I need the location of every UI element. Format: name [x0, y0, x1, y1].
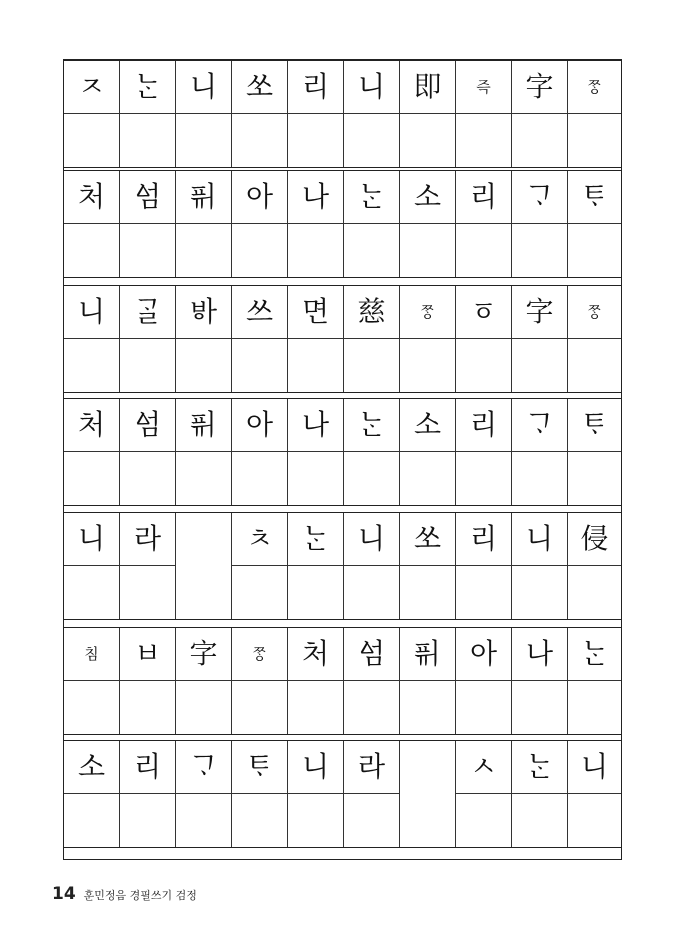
- model-character: ᄍᆞᆼ: [568, 286, 621, 339]
- practice-box[interactable]: [512, 566, 568, 619]
- model-character: 아: [232, 399, 288, 452]
- model-character: 니: [176, 61, 232, 114]
- model-character: 字: [512, 286, 568, 339]
- practice-box[interactable]: [64, 224, 120, 277]
- practice-box[interactable]: [64, 566, 120, 619]
- model-character: ᄐᆞ: [232, 741, 288, 794]
- model-character: ᄐᆞ: [568, 171, 621, 224]
- model-character: ㅊ: [232, 513, 288, 566]
- practice-box[interactable]: [232, 114, 288, 167]
- practice-box[interactable]: [512, 794, 568, 847]
- practice-box[interactable]: [176, 114, 232, 167]
- page-number: 14: [52, 884, 76, 904]
- model-character: 리: [120, 741, 176, 794]
- practice-box[interactable]: [344, 794, 400, 847]
- practice-box[interactable]: [400, 339, 456, 392]
- practice-box[interactable]: [176, 339, 232, 392]
- practice-box[interactable]: [64, 794, 120, 847]
- model-character: 니: [568, 741, 621, 794]
- practice-box[interactable]: [344, 339, 400, 392]
- practice-box[interactable]: [64, 681, 120, 734]
- practice-box[interactable]: [456, 566, 512, 619]
- practice-box[interactable]: [288, 681, 344, 734]
- practice-box[interactable]: [456, 681, 512, 734]
- model-character: ᄂᆞᆫ: [120, 61, 176, 114]
- model-character: ᄂᆞᆫ: [344, 399, 400, 452]
- model-character: 쓰: [232, 286, 288, 339]
- practice-box[interactable]: [64, 339, 120, 392]
- practice-box[interactable]: [120, 794, 176, 847]
- practice-box[interactable]: [568, 224, 621, 277]
- model-character: 니: [344, 513, 400, 566]
- row-block: [64, 740, 621, 848]
- practice-box[interactable]: [64, 114, 120, 167]
- practice-box[interactable]: [400, 566, 456, 619]
- practice-box[interactable]: [232, 452, 288, 505]
- practice-box[interactable]: [512, 452, 568, 505]
- model-character: ㅂ: [120, 628, 176, 681]
- practice-box[interactable]: [568, 681, 621, 734]
- practice-box[interactable]: [344, 452, 400, 505]
- model-character: 리: [456, 399, 512, 452]
- model-character: ᅀᅥᆷ: [120, 399, 176, 452]
- model-character: ᄫᅡ: [176, 286, 232, 339]
- model-character: ᄂᆞᆫ: [288, 513, 344, 566]
- model-character: ᄂᆞᆫ: [568, 628, 621, 681]
- practice-box[interactable]: [512, 681, 568, 734]
- practice-box[interactable]: [400, 224, 456, 277]
- practice-box[interactable]: [288, 452, 344, 505]
- model-character: ᄐᆞ: [568, 399, 621, 452]
- practice-box[interactable]: [568, 794, 621, 847]
- practice-box[interactable]: [176, 681, 232, 734]
- practice-box[interactable]: [568, 114, 621, 167]
- model-character: ᅀᅥᆷ: [120, 171, 176, 224]
- model-character: ᄀᆞ: [176, 741, 232, 794]
- practice-box[interactable]: [456, 339, 512, 392]
- practice-box[interactable]: [288, 114, 344, 167]
- practice-box[interactable]: [512, 114, 568, 167]
- book-title: 훈민정음 경필쓰기 검정: [83, 889, 197, 902]
- practice-box[interactable]: [344, 114, 400, 167]
- model-character: 면: [288, 286, 344, 339]
- row-block: [64, 60, 621, 168]
- model-character: 리: [456, 513, 512, 566]
- model-character: ᅀᅥᆷ: [344, 628, 400, 681]
- practice-box[interactable]: [512, 339, 568, 392]
- model-character: 나: [512, 628, 568, 681]
- blank-cell: [176, 513, 232, 619]
- practice-box[interactable]: [568, 452, 621, 505]
- practice-box[interactable]: [288, 566, 344, 619]
- practice-box[interactable]: [232, 566, 288, 619]
- model-character: 字: [176, 628, 232, 681]
- row-block: [64, 170, 621, 278]
- practice-box[interactable]: [120, 114, 176, 167]
- practice-box[interactable]: [288, 224, 344, 277]
- practice-box[interactable]: [288, 339, 344, 392]
- practice-box[interactable]: [232, 794, 288, 847]
- practice-box[interactable]: [288, 794, 344, 847]
- model-character: ᄍᆞᆼ: [400, 286, 456, 339]
- model-character: ᄀᆞ: [512, 399, 568, 452]
- model-character: ᄀᆞᆯ: [120, 286, 176, 339]
- model-character: 쏘: [400, 513, 456, 566]
- practice-box[interactable]: [64, 452, 120, 505]
- practice-box[interactable]: [232, 681, 288, 734]
- model-character: ᄍᆞᆼ: [568, 61, 621, 114]
- practice-box[interactable]: [456, 114, 512, 167]
- row-block: [64, 285, 621, 393]
- model-character: 소: [400, 171, 456, 224]
- practice-box[interactable]: [120, 566, 176, 619]
- model-character: 리: [288, 61, 344, 114]
- model-character: 침: [64, 628, 120, 681]
- practice-box[interactable]: [232, 339, 288, 392]
- model-character: 慈: [344, 286, 400, 339]
- model-character: 即: [400, 61, 456, 114]
- practice-box[interactable]: [176, 794, 232, 847]
- practice-box[interactable]: [120, 339, 176, 392]
- model-character: 소: [64, 741, 120, 794]
- model-character: 아: [456, 628, 512, 681]
- model-character: ㅈ: [64, 61, 120, 114]
- practice-box[interactable]: [344, 566, 400, 619]
- model-character: 라: [344, 741, 400, 794]
- practice-box[interactable]: [344, 224, 400, 277]
- practice-box[interactable]: [120, 224, 176, 277]
- model-character: 라: [120, 513, 176, 566]
- writing-grid: [63, 59, 622, 860]
- practice-box[interactable]: [400, 114, 456, 167]
- model-character: ᄑᆔ: [400, 628, 456, 681]
- practice-box[interactable]: [120, 452, 176, 505]
- practice-box[interactable]: [176, 224, 232, 277]
- practice-box[interactable]: [568, 566, 621, 619]
- practice-box[interactable]: [568, 339, 621, 392]
- model-character: 쏘: [232, 61, 288, 114]
- model-character: 나: [288, 171, 344, 224]
- practice-box[interactable]: [344, 681, 400, 734]
- model-character: 나: [288, 399, 344, 452]
- model-character: 즉: [456, 61, 512, 114]
- model-character: ᄑᆔ: [176, 399, 232, 452]
- model-character: 侵: [568, 513, 621, 566]
- practice-box[interactable]: [456, 224, 512, 277]
- model-character: 니: [512, 513, 568, 566]
- practice-box[interactable]: [456, 452, 512, 505]
- row-block: [64, 398, 621, 506]
- model-character: 아: [232, 171, 288, 224]
- model-character: 니: [64, 286, 120, 339]
- blank-cell: [400, 741, 456, 847]
- practice-box[interactable]: [176, 452, 232, 505]
- model-character: 처: [288, 628, 344, 681]
- model-character: ᄀᆞ: [512, 171, 568, 224]
- practice-box[interactable]: [456, 794, 512, 847]
- model-character: ᄑᆔ: [176, 171, 232, 224]
- model-character: ㅅ: [456, 741, 512, 794]
- model-character: 字: [512, 61, 568, 114]
- practice-box[interactable]: [232, 224, 288, 277]
- row-block: [64, 627, 621, 735]
- model-character: 처: [64, 171, 120, 224]
- row-block: [64, 512, 621, 620]
- practice-box[interactable]: [512, 224, 568, 277]
- model-character: 소: [400, 399, 456, 452]
- model-character: 니: [288, 741, 344, 794]
- model-character: ㆆ: [456, 286, 512, 339]
- model-character: 처: [64, 399, 120, 452]
- practice-box[interactable]: [400, 681, 456, 734]
- page-footer: [52, 884, 197, 904]
- practice-box[interactable]: [400, 452, 456, 505]
- model-character: ᄍᆞᆼ: [232, 628, 288, 681]
- practice-box[interactable]: [120, 681, 176, 734]
- model-character: 니: [64, 513, 120, 566]
- model-character: 리: [456, 171, 512, 224]
- model-character: 니: [344, 61, 400, 114]
- model-character: ᄂᆞᆫ: [512, 741, 568, 794]
- model-character: ᄂᆞᆫ: [344, 171, 400, 224]
